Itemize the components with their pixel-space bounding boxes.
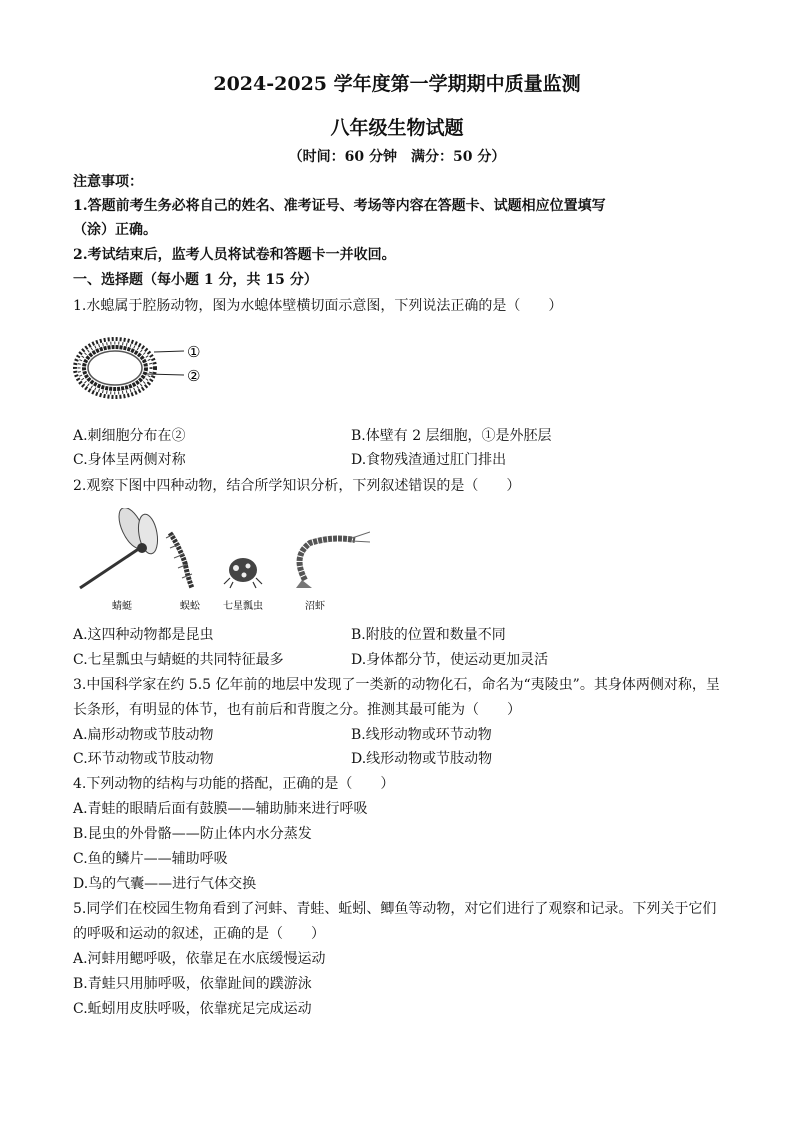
q4-stem: 4.下列动物的结构与功能的搭配，正确的是（ ） <box>73 776 395 792</box>
notes-item-1-cont: （涂）正确。 <box>73 222 157 238</box>
q1-label-1: ① <box>187 343 201 361</box>
q3-option-b[interactable]: B.线形动物或环节动物 <box>351 727 492 743</box>
q4-option-b[interactable]: B.昆虫的外骨骼——防止体内水分蒸发 <box>73 826 312 842</box>
animal-label-dragonfly: 蜻蜓 <box>112 601 132 612</box>
q2-option-a[interactable]: A.这四种动物都是昆虫 <box>73 627 214 643</box>
q5-option-b[interactable]: B.青蛙只用肺呼吸，依靠趾间的蹼游泳 <box>73 976 312 992</box>
q3-option-c[interactable]: C.环节动物或节肢动物 <box>73 751 214 767</box>
q3-option-a[interactable]: A.扁形动物或节肢动物 <box>73 727 214 743</box>
notes-item-2: 2.考试结束后，监考人员将试卷和答题卡一并收回。 <box>73 247 396 263</box>
four-animals-figure <box>70 508 370 616</box>
q1-option-b[interactable]: B.体壁有 2 层细胞，①是外胚层 <box>351 428 552 444</box>
notes-item-1: 1.答题前考生务必将自己的姓名、准考证号、考场等内容在答题卡、试题相应位置填写 <box>73 198 606 214</box>
q1-stem: 1.水螅属于腔肠动物，图为水螅体壁横切面示意图，下列说法正确的是（ ） <box>73 298 563 314</box>
q5-option-c[interactable]: C.蚯蚓用皮肤呼吸，依靠疣足完成运动 <box>73 1001 312 1017</box>
section-heading: 一、选择题（每小题 1 分，共 15 分） <box>73 272 318 288</box>
q1-label-2: ② <box>187 367 201 385</box>
animal-label-shrimp: 沼虾 <box>305 601 325 612</box>
q1-option-d[interactable]: D.食物残渣通过肛门排出 <box>351 452 507 468</box>
animal-label-centipede: 蜈蚣 <box>180 601 200 612</box>
ladybug-image <box>224 558 262 588</box>
notes-heading: 注意事项： <box>73 174 143 190</box>
q2-option-d[interactable]: D.身体都分节，使运动更加灵活 <box>351 652 549 668</box>
q4-option-d[interactable]: D.鸟的气囊——进行气体交换 <box>73 876 257 892</box>
q5-stem: 5.同学们在校园生物角看到了河蚌、青蛙、蚯蚓、鲫鱼等动物，对它们进行了观察和记录。下列关于它们 <box>73 901 717 917</box>
q1-option-a[interactable]: A.刺细胞分布在② <box>73 428 186 444</box>
exam-title: 2024-2025 学年度第一学期期中质量监测 <box>213 73 581 95</box>
q5-option-a[interactable]: A.河蚌用鳃呼吸，依靠足在水底缓慢运动 <box>73 951 326 967</box>
q2-option-b[interactable]: B.附肢的位置和数量不同 <box>351 627 506 643</box>
q2-stem: 2.观察下图中四种动物，结合所学知识分析，下列叙述错误的是（ ） <box>73 478 521 494</box>
dragonfly-image <box>80 508 160 588</box>
q3-option-d[interactable]: D.线形动物或节肢动物 <box>351 751 493 767</box>
exam-time-score: （时间：60 分钟 满分：50 分） <box>288 149 506 165</box>
q4-option-c[interactable]: C.鱼的鳞片——辅助呼吸 <box>73 851 228 867</box>
hydra-cross-section-figure <box>70 330 220 410</box>
shrimp-image <box>296 532 370 588</box>
q5-stem-cont: 的呼吸和运动的叙述，正确的是（ ） <box>73 926 325 942</box>
q3-stem: 3.中国科学家在约 5.5 亿年前的地层中发现了一类新的动物化石，命名为“夷陵虫”。其身体两侧对称，呈 <box>73 677 720 693</box>
q2-option-c[interactable]: C.七星瓢虫与蜻蜓的共同特征最多 <box>73 652 284 668</box>
animal-label-ladybug: 七星瓢虫 <box>223 601 263 612</box>
q3-stem-cont: 长条形，有明显的体节，也有前后和背腹之分。推测其最可能为（ ） <box>73 702 521 718</box>
exam-subtitle: 八年级生物试题 <box>330 117 464 139</box>
centipede-image <box>166 533 192 588</box>
q1-option-c[interactable]: C.身体呈两侧对称 <box>73 452 186 468</box>
q4-option-a[interactable]: A.青蛙的眼睛后面有鼓膜——辅助肺来进行呼吸 <box>73 801 368 817</box>
